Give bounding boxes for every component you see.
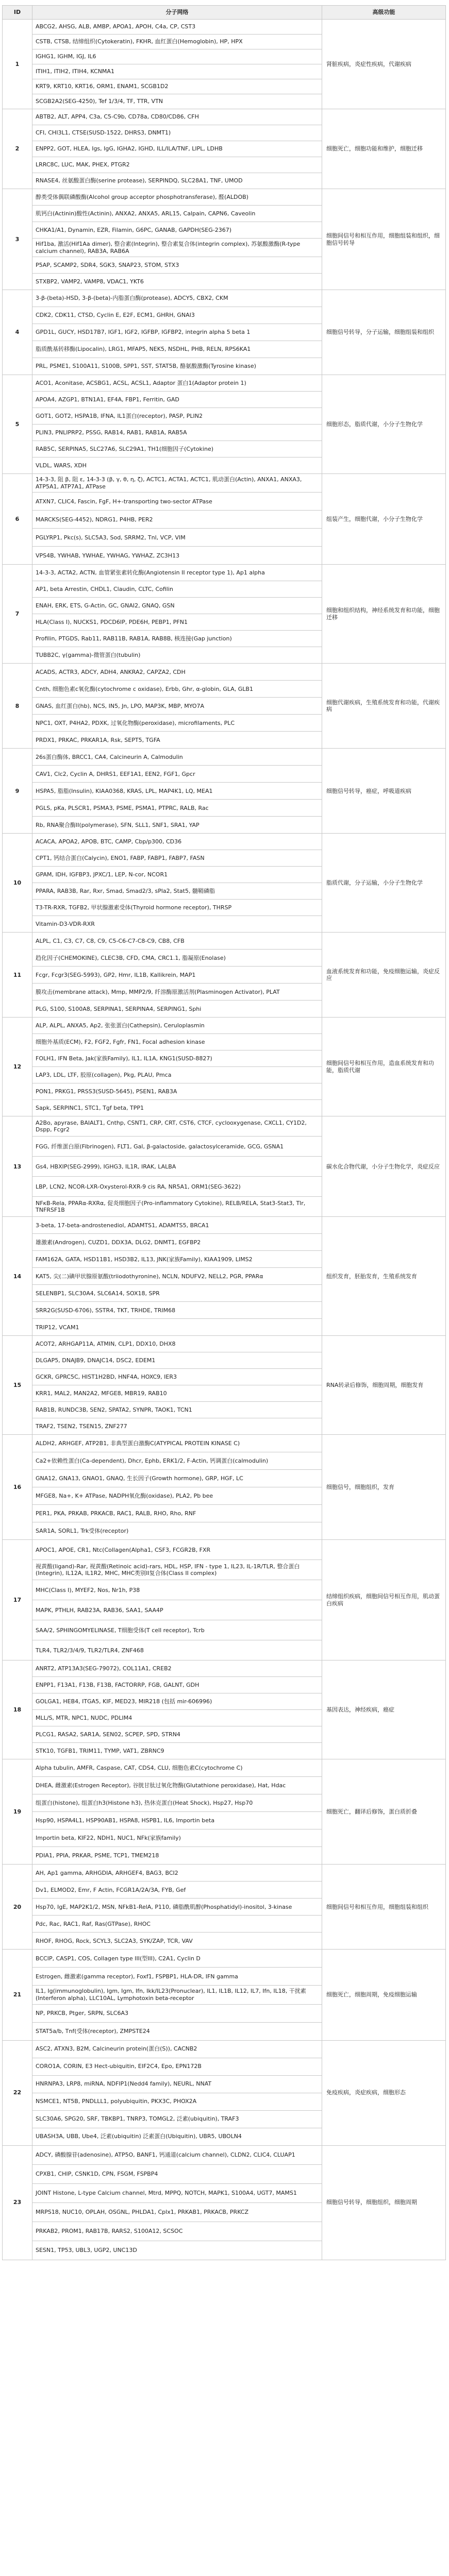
network-cell: ANRT2, ATP13A3(SEG-79072), COL11A1, CREB2 bbox=[32, 1660, 322, 1677]
network-cell: TRIP12, VCAM1 bbox=[32, 1319, 322, 1336]
table-row bbox=[3, 474, 446, 493]
network-cell: DLGAP5, DNAJB9, DNAJC14, DSC2, EDEM1 bbox=[32, 1352, 322, 1369]
network-cell: CPXB1, CHIP, CSNK1D, CPN, FSGM, FSPBP4 bbox=[32, 2164, 322, 2183]
row-id: 23 bbox=[3, 2145, 32, 2260]
network-cell: PLCG1, RASA2, SAR1A, SEN02, SCPEP, SPD, STRN4 bbox=[32, 1726, 322, 1743]
function-cell: 组织发育，胚胎发育，生殖系统发育 bbox=[322, 1217, 446, 1336]
table-row bbox=[3, 109, 446, 125]
header-network: 分子网络 bbox=[32, 6, 322, 20]
row-id: 2 bbox=[3, 109, 32, 189]
network-cell: PLIN3, PNLIPRP2, PSSG, RAB14, RAB1, RAB1A, RAB5A bbox=[32, 425, 322, 441]
table-row bbox=[3, 1660, 446, 1677]
network-cell: PRDX1, PRKAC, PRKAR1A, Rsk, SEPT5, TGFA bbox=[32, 732, 322, 749]
network-cell: NP, PRKCB, Ptger, SRPN, SLC6A3 bbox=[32, 2004, 322, 2022]
network-cell: HLA(Class I), NUCKS1, PDCD6IP, PDE6H, PEBP1, PFN1 bbox=[32, 614, 322, 631]
network-cell: ATXN7, CLIC4, Fascin, FgF, H+-transporting two-sector ATPase bbox=[32, 493, 322, 511]
function-cell: 细胞间信号和相互作用，造血系统发育和功能，脂质代谢 bbox=[322, 1018, 446, 1116]
network-cell: 膜攻击(membrane attack), Mmp, MMP2/9, 纤溶酶原激活剂(Plasminogen Activator), PLAT bbox=[32, 984, 322, 1001]
network-cell: SAA/2, SPHINGOMYELINASE, T细胞受体(T cell receptor), Tcrb bbox=[32, 1620, 322, 1640]
network-cell: KRR1, MAL2, MAN2A2, MFGE8, MBR19, RAB10 bbox=[32, 1385, 322, 1402]
network-cell: ALP, ALPL, ANXA5, Ap2, 张张蛋白(Cathepsin), Ceruloplasmin bbox=[32, 1018, 322, 1034]
table-body bbox=[3, 20, 446, 2260]
function-cell: 血液系统发育和功能，免疫细胞运输，炎症反应 bbox=[322, 933, 446, 1018]
network-cell: NPC1, OXT, P4HA2, PDXK, 过氧化物酶(peroxidase), microfilaments, PLC bbox=[32, 715, 322, 732]
network-cell: PER1, PKA, PRKAB, PRKACB, RAC1, RALB, RHO, Rho, RNF bbox=[32, 1505, 322, 1522]
row-id: 9 bbox=[3, 749, 32, 834]
function-cell: 细胞死亡，细胞周期，免疫细胞运输 bbox=[322, 1950, 446, 2040]
network-cell: Cnth, 细胞色素c氧化酶(cytochrome c oxidase), Erbb, Ghr, α-globin, GLA, GLB1 bbox=[32, 681, 322, 698]
network-cell: VPS4B, YWHAB, YWHAE, YWHAG, YWHAZ, ZC3H13 bbox=[32, 547, 322, 565]
network-cell: GNA12, GNA13, GNAO1, GNAQ, 生长因子(Growth hormone), GRP, HGF, LC bbox=[32, 1470, 322, 1487]
network-cell: CPT1, 钙结合蛋白(Calycin), ENO1, FABP, FABP1, FABP7, FASN bbox=[32, 850, 322, 867]
network-cell: HSPA5, 脂脂(Insulin), KIAA0368, KRAS, LPL, MAP4K1, LQ, MEA1 bbox=[32, 783, 322, 800]
function-cell: 细胞信号转导，分子运输，细胞组装和组织 bbox=[322, 290, 446, 375]
function-cell: 组装产生，细胞代谢，小分子生物化学 bbox=[322, 474, 446, 565]
network-cell: 细胞外基质(ECM), F2, FGF2, Fgfr, FN1, Focal adhesion kinase bbox=[32, 1034, 322, 1050]
network-cell: Pdc, Rac, RAC1, Raf, Ras(GTPase), RHOC bbox=[32, 1916, 322, 1933]
function-cell: 基因表达，神经疾病，癌症 bbox=[322, 1660, 446, 1759]
network-cell: PDIA1, PPIA, PRKAR, PSME, TCP1, TMEM218 bbox=[32, 1847, 322, 1865]
network-cell: IGHG1, IGHM, IGJ, IL6 bbox=[32, 49, 322, 64]
network-cell: VLDL, WARS, XDH bbox=[32, 457, 322, 474]
function-cell: 细胞信号，细胞组织，发育 bbox=[322, 1435, 446, 1540]
network-cell: P5AP, SCAMP2, SDR4, SGK3, SNAP23, STOM, STX3 bbox=[32, 257, 322, 274]
network-cell: Ca2+依赖性蛋白(Ca-dependent), Dhcr, Ephb, ERK1/2, F-Actin, 钙调蛋白(calmodulin) bbox=[32, 1452, 322, 1470]
function-cell: 细胞代谢疾病，生殖系统发育和功能，代谢疾病 bbox=[322, 664, 446, 749]
row-id: 4 bbox=[3, 290, 32, 375]
network-cell: Rb, RNA聚合酶II(polymerase), SFN, SLL1, SNF1, SRA1, YAP bbox=[32, 817, 322, 834]
network-cell: MARCKS(SEG-4452), NDRG1, P4HB, PER2 bbox=[32, 511, 322, 529]
network-cell: UBASH3A, UBB, Ube4, 泛素(ubiquitin) 泛素蛋白(Ubiquitin), UBR5, UBOLN4 bbox=[32, 2128, 322, 2145]
row-id: 22 bbox=[3, 2040, 32, 2145]
network-cell: CDK2, CDK11, CTSD, Cyclin E, E2F, ECM1, GHRH, GNAI3 bbox=[32, 307, 322, 324]
network-cell: Estrogen, 雌激素(gamma receptor), Foxf1, FSPBP1, HLA-DR, IFN gamma bbox=[32, 1968, 322, 1986]
network-cell: MLL/S, MTR, NPC1, NUDC, PDLIM4 bbox=[32, 1710, 322, 1726]
network-cell: RNASE4, 丝氨酸蛋白酶(serine protease), SERPINDQ, SLC28A1, TNF, UMOD bbox=[32, 173, 322, 189]
network-cell: ITIH1, ITIH2, ITIH4, KCNMA1 bbox=[32, 64, 322, 79]
molecular-network-table bbox=[2, 5, 446, 2260]
table-row bbox=[3, 933, 446, 950]
function-cell: 细胞间信号和相互作用，细胞组装和组织 bbox=[322, 1865, 446, 1950]
network-cell: LBP, LCN2, NCOR-LXR-Oxysterol-RXR-9 cis RA, NR5A1, ORM1(SEG-3622) bbox=[32, 1177, 322, 1197]
network-cell: FOLH1, IFN Beta, Jak(家族Family), IL1, IL1A, KNG1(SUSD-8827) bbox=[32, 1050, 322, 1067]
network-cell: ACO1, Aconitase, ACSBG1, ACSL, ACSL1, Adaptor 蛋白1(Adaptor protein 1) bbox=[32, 375, 322, 392]
network-cell: IL1, Ig(immunoglobulin), Igm, Igm, Ifn, Ikk/IL23(Pronuclear), IL1, IL1B, IL12, IL7, Ifn, IL18, 干扰素(Interferon alpha), LLC10AL, Lymphotoxin beta-receptor bbox=[32, 1986, 322, 2004]
network-cell: GCKR, GPRC5C, HIST1H2BD, HNF4A, HOXC9, IER3 bbox=[32, 1369, 322, 1385]
network-cell: GNAS, 血红蛋白(hb), NCS, IN5, Jn, LPO, MAP3K, MBP, MYO7A bbox=[32, 698, 322, 715]
function-cell: 肾脏疾病，炎症性疾病，代谢疾病 bbox=[322, 20, 446, 109]
table-row bbox=[3, 2145, 446, 2164]
function-cell: 免疫疾病，炎症疾病，细胞形态 bbox=[322, 2040, 446, 2145]
network-cell: 3-beta, 17-beta-androstenediol, ADAMTS1, ADAMTS5, BRCA1 bbox=[32, 1217, 322, 1234]
row-id: 21 bbox=[3, 1950, 32, 2040]
network-cell: ADCY, 磷酸腺苷(adenosine), ATP5O, BANF1, 钙通道(calcium channel), CLDN2, CLIC4, CLUAP1 bbox=[32, 2145, 322, 2164]
table-row bbox=[3, 375, 446, 392]
network-cell: PPARA, RAB3B, Rar, Rxr, Smad, Smad2/3, sPla2, Stat5, 髓鞘磷脂 bbox=[32, 883, 322, 900]
function-cell: RNA转录后修饰，细胞周期，细胞发育 bbox=[322, 1336, 446, 1435]
table-row bbox=[3, 290, 446, 307]
network-cell: GPD1L, GUCY, HSD17B7, IGF1, IGF2, IGFBP, IGFBP2, integrin alpha 5 beta 1 bbox=[32, 324, 322, 341]
function-cell: 细胞信号转导，癌症，呼吸道疾病 bbox=[322, 749, 446, 834]
row-id: 6 bbox=[3, 474, 32, 565]
function-cell: 细胞间信号和相互作用，细胞组装和组织，细胞信号转导 bbox=[322, 189, 446, 290]
function-cell: 细胞和组织结构，神经系统发育和功能，细胞迁移 bbox=[322, 565, 446, 664]
network-cell: SAR1A, SORL1, Trk受体(receptor) bbox=[32, 1522, 322, 1540]
network-cell: APOC1, APOE, CR1, Ntc(Collagen(Alpha1, CSF3, FCGR2B, FXR bbox=[32, 1540, 322, 1560]
function-cell: 细胞死亡，翻译后修饰，蛋白质折叠 bbox=[322, 1759, 446, 1865]
row-id: 7 bbox=[3, 565, 32, 664]
network-cell: APOA4, AZGP1, BTN1A1, EF4A, FBP1, Ferritin, GAD bbox=[32, 392, 322, 408]
network-cell: T3-TR-RXR, TGFB2, 甲状腺激素受体(Thyroid hormone receptor), THRSP bbox=[32, 900, 322, 916]
network-cell: STXBP2, VAMP2, VAMP8, VDAC1, YKT6 bbox=[32, 274, 322, 290]
row-id: 20 bbox=[3, 1865, 32, 1950]
table-row bbox=[3, 1865, 446, 1882]
network-cell: PRL, PSME1, S100A11, S100B, SPP1, SST, STAT5B, 酪氨酸激酶(Tyrosine kinase) bbox=[32, 358, 322, 375]
network-cell: Importin beta, KIF22, NDH1, NUC1, NFk(家族family) bbox=[32, 1829, 322, 1847]
network-cell: SELENBP1, SLC30A4, SLC6A14, SOX18, SPR bbox=[32, 1285, 322, 1302]
network-cell: PON1, PRKG1, PRSS3(SUSD-5645), PSEN1, RAB3A bbox=[32, 1083, 322, 1100]
table-row bbox=[3, 565, 446, 581]
network-cell: A2Bo, apyrase, BAIALT1, Cnthp, CSNT1, CRP, CRT, CST6, CTCF, cyclooxygenase, CXCL1, CY1D2, Dspp, Fcgr2 bbox=[32, 1116, 322, 1137]
network-cell: 26s蛋白酶体, BRCC1, CA4, Calcineurin A, Calmodulin bbox=[32, 749, 322, 766]
network-cell: 14-3-3, ACTA2, ACTN, 血管紧张素转化酶(Angiotensin II receptor type 1), Ap1 alpha bbox=[32, 565, 322, 581]
row-id: 1 bbox=[3, 20, 32, 109]
network-cell: SESN1, TP53, UBL3, UGP2, UNC13D bbox=[32, 2241, 322, 2260]
network-cell: CSTB, CTSB, 结缔组织(Cytokeratin), FKHR, 血红蛋白(Hemoglobin), HP, HPX bbox=[32, 35, 322, 49]
network-cell: 醇类受体偶联磷酸酶(Alcohol group acceptor phosphotransferase), 醛(ALDOB) bbox=[32, 189, 322, 206]
network-cell: 趋化因子(CHEMOKINE), CLEC3B, CFD, CMA, CRC1.1, 脂凝原(Enolase) bbox=[32, 950, 322, 967]
row-id: 5 bbox=[3, 375, 32, 474]
table-row bbox=[3, 2040, 446, 2058]
network-cell: NFκB-Rela, PPARα-RXRα, 促炎细胞因子(Pro-inflammatory Cytokine), RELB/RELA, Stat3-Stat3, Tlr, TNFRSF1B bbox=[32, 1197, 322, 1217]
network-cell: TUBB2C, γ(gamma)-微管蛋白(tubulin) bbox=[32, 647, 322, 664]
network-cell: ABTB2, ALT, APP4, C3a, C5-C9b, CD78a, CD80/CD86, CFH bbox=[32, 109, 322, 125]
network-cell: AH, Ap1 gamma, ARHGDIA, ARHGEF4, BAG3, BCI2 bbox=[32, 1865, 322, 1882]
network-cell: DHEA, 雌激素(Estrogen Receptor), 谷胱甘肽过氧化物酶(Glutathione peroxidase), Hat, Hdac bbox=[32, 1777, 322, 1794]
network-cell: STAT5a/b, Tnf(受体(receptor), ZMPSTE24 bbox=[32, 2022, 322, 2040]
row-id: 11 bbox=[3, 933, 32, 1018]
network-cell: Dv1, ELMOD2, Emr, F Actin, FCGR1A/2A/3A, FYB, Gef bbox=[32, 1882, 322, 1899]
network-cell: CHKA1/A1, Dynamin, EZR, Filamin, G6PC, GANAB, GAPDH(SEG-2367) bbox=[32, 222, 322, 239]
row-id: 10 bbox=[3, 834, 32, 933]
network-cell: ACADS, ACTR3, ADCY, ADH4, ANKRA2, CAPZA2, CDH bbox=[32, 664, 322, 681]
network-cell: AP1, beta Arrestin, CHDL1, Claudin, CLTC, Cofilin bbox=[32, 581, 322, 598]
network-cell: Vitamin-D3-VDR-RXR bbox=[32, 916, 322, 933]
row-id: 3 bbox=[3, 189, 32, 290]
network-cell: CAV1, Clc2, Cyclin A, DHRS1, EEF1A1, EEN2, FGF1, Gpcr bbox=[32, 766, 322, 783]
network-cell: Hsp90, HSPA4L1, HSP90AB1, HSPA8, HSPB1, IL6, Importin beta bbox=[32, 1812, 322, 1829]
network-cell: TLR4, TLR2/3/4/9, TLR2/TLR4, ZNF468 bbox=[32, 1640, 322, 1660]
network-cell: LRRC8C, LUC, MAK, PHEX, PTGR2 bbox=[32, 157, 322, 173]
table-row bbox=[3, 1759, 446, 1777]
network-cell: PRKAB2, PROM1, RAB17B, RARS2, S100A12, SCSOC bbox=[32, 2222, 322, 2241]
table-row bbox=[3, 1018, 446, 1034]
network-cell: ENPP1, F13A1, F13B, F13B, FACTORRP, FGB, GALNT, GDH bbox=[32, 1677, 322, 1693]
row-id: 19 bbox=[3, 1759, 32, 1865]
network-cell: MAPK, PTHLH, RAB23A, RAB36, SAA1, SAA4P bbox=[32, 1600, 322, 1620]
row-id: 14 bbox=[3, 1217, 32, 1336]
network-cell: ACOT2, ARHGAP11A, ATMIN, CLP1, DDX10, DHX8 bbox=[32, 1336, 322, 1352]
network-cell: ABCG2, AHSG, ALB, AMBP, APOA1, APOH, C4a, CP, CST3 bbox=[32, 20, 322, 35]
network-cell: PGLS, pKa, PLSCR1, PSMA3, PSME, PSMA1, PTPRC, RALB, Rac bbox=[32, 800, 322, 817]
network-cell: SLC30A6, SPG20, SRF, TBKBP1, TNRP3, TOMGL2, 泛素(ubiquitin), TRAF3 bbox=[32, 2110, 322, 2128]
network-cell: ALPL, C1, C3, C7, C8, C9, C5-C6-C7-C8-C9, CB8, CFB bbox=[32, 933, 322, 950]
table-row bbox=[3, 664, 446, 681]
network-cell: ENPP2, GOT, HLEA, Igs, IgG, IGHA2, IGHD, ILL/ILA/TNF, LIPL, LDHB bbox=[32, 141, 322, 157]
table-row bbox=[3, 1950, 446, 1968]
network-cell: NSMCE1, NT5B, PNDLLL1, polyubiquitin, PKX3C, PHOX2A bbox=[32, 2093, 322, 2110]
network-cell: Gs4, HBXIP(SEG-2999), IGHG3, IL1R, IRAK, LALBA bbox=[32, 1157, 322, 1177]
row-id: 8 bbox=[3, 664, 32, 749]
function-cell: 细胞形态，脂质代谢，小分子生物化学 bbox=[322, 375, 446, 474]
table-row bbox=[3, 1116, 446, 1137]
network-cell: MRPS18, NUC10, OPLAH, OSGNL, PHLDA1, Cplx1, PRKAB1, PRKACB, PRKCZ bbox=[32, 2202, 322, 2222]
network-cell: Hif1ba, 激活(Hif1Aa dimer), 整合素(Integrin), 整合素复合体(integrin complex), 苏氨酸激酶(R-type calcium channel), RAB3A, RAB6A bbox=[32, 239, 322, 257]
network-cell: 雄激素(Androgen), CUZD1, DDX3A, DLG2, DNMT1, EGFBP2 bbox=[32, 1234, 322, 1251]
network-cell: PLG, S100, S100A8, SERPINA1, SERPINA4, SERPING1, Sphi bbox=[32, 1001, 322, 1018]
network-cell: 视黄酸(ligand)-Rar, 视黄酸(Retinoic acid)-rars, HDL, HSP, IFN - type 1, IL23, IL-1R/TLR, 整合蛋白(Integrin), IL12A, IL1R2, MHC, MHC类别II复合体(Class II complex) bbox=[32, 1560, 322, 1580]
network-cell: PGLYRP1, Pkc(s), SLC5A3, Sod, SRRM2, Tnl, VCP, VIM bbox=[32, 529, 322, 547]
row-id: 16 bbox=[3, 1435, 32, 1540]
network-cell: Sapk, SERPINC1, STC1, Tgf beta, TPP1 bbox=[32, 1100, 322, 1116]
function-cell: 结缔组织疾病，细胞间信号相互作用，肌动蛋白疾病 bbox=[322, 1540, 446, 1660]
table-row bbox=[3, 834, 446, 850]
network-cell: CORO1A, CORIN, E3 Hect-ubiquitin, EIF2C4, Epo, EPN172B bbox=[32, 2058, 322, 2075]
network-cell: ALDH2, ARHGEF, ATP2B1, 非典型蛋白激酶C(ATYPICAL PROTEIN KINASE C) bbox=[32, 1435, 322, 1452]
network-cell: KAT5, 尖(二)碘甲状腺原氨酸(triiodothyronine), NCLN, NDUFV2, NELL2, PGR, PPARα bbox=[32, 1268, 322, 1285]
network-cell: GOLGA1, HEB4, ITGA5, KIF, MED23, MIR218 (包括 mir-606996) bbox=[32, 1693, 322, 1710]
network-cell: GOT1, GOT2, HSPA1B, IFNA, IL1蛋白(receptor), PASP, PLIN2 bbox=[32, 408, 322, 425]
table-row bbox=[3, 1540, 446, 1560]
network-cell: SCGB2A2(SEG-4250), Tef 1/3/4, TF, TTR, VTN bbox=[32, 94, 322, 109]
network-cell: Alpha tubulin, AMFR, Caspase, CAT, CDS4, CLU, 细胞色素C(cytochrome C) bbox=[32, 1759, 322, 1777]
network-cell: Hsp70, IgE, MAP2K1/2, MSN, NFkB1-RelA, P110, 磷脂酰肌醇(Phosphatidyl)-inositol, 3-kinase bbox=[32, 1899, 322, 1916]
network-cell: CFI, CHI3L1, CTSE(SUSD-1522, DHRS3, DNMT1) bbox=[32, 125, 322, 141]
network-cell: MHC(Class I), MYEF2, Nos, Nr1h, P38 bbox=[32, 1580, 322, 1600]
function-cell: 细胞信号转导，细胞组织，细胞周期 bbox=[322, 2145, 446, 2260]
row-id: 18 bbox=[3, 1660, 32, 1759]
network-cell: TRAF2, TSEN2, TSEN15, ZNF277 bbox=[32, 1418, 322, 1435]
row-id: 12 bbox=[3, 1018, 32, 1116]
function-cell: 碳水化合物代谢，小分子生物化学，炎症反应 bbox=[322, 1116, 446, 1217]
table-header-row bbox=[3, 6, 446, 20]
table-row bbox=[3, 749, 446, 766]
network-cell: SRR2G(SUSD-6706), SSTR4, TKT, TRHDE, TRIM68 bbox=[32, 1302, 322, 1319]
network-cell: 组蛋白(histone), 组蛋白h3(Histone h3), 热休克蛋白(Heat Shock), Hsp27, Hsp70 bbox=[32, 1794, 322, 1812]
network-cell: RHOF, RHOG, Rock, SCYL3, SLC2A3, SYK/ZAP, TCR, VAV bbox=[32, 1933, 322, 1950]
network-cell: 3-β-(beta)-HSD, 3-β-(beta)-内脂蛋白酶(protease), ADCY5, CBX2, CKM bbox=[32, 290, 322, 307]
network-cell: FAM162A, GATA, HSD11B1, HSD3B2, IL13, JNK(家族Family), KIAA1909, LIMS2 bbox=[32, 1251, 322, 1268]
row-id: 17 bbox=[3, 1540, 32, 1660]
network-cell: Profilin, PTGDS, Rab11, RAB11B, RAB1A, RAB8B, 核连接(Gap junction) bbox=[32, 631, 322, 647]
network-cell: BCCIP, CASP1, COS, Collagen type III(型III), C2A1, Cyclin D bbox=[32, 1950, 322, 1968]
network-cell: Fcgr, Fcgr3(SEG-5993), GP2, Hmr, IL1B, Kallikrein, MAP1 bbox=[32, 967, 322, 984]
row-id: 15 bbox=[3, 1336, 32, 1435]
network-cell: ACACA, APOA2, APOB, BTC, CAMP, Cbp/p300, CD36 bbox=[32, 834, 322, 850]
table-row bbox=[3, 1435, 446, 1452]
table-row bbox=[3, 1336, 446, 1352]
network-cell: FGG, 纤维蛋白原(Fibrinogen), FLT1, Gal, β-galactoside, galactosylceramide, GCG, GSNA1 bbox=[32, 1137, 322, 1157]
network-cell: 肌钙白(Actinin)酸性(Actinin), ANXA2, ANXA5, ARL15, Calpain, CAPN6, Caveolin bbox=[32, 206, 322, 222]
network-cell: KRT9, KRT10, KRT16, ORM1, ENAM1, SCGB1D2 bbox=[32, 79, 322, 94]
network-cell: RAB1B, RUNDC3B, SEN2, SPATA2, SYNPR, TAOK1, TCN1 bbox=[32, 1402, 322, 1418]
table-row bbox=[3, 1217, 446, 1234]
header-function: 高级功能 bbox=[322, 6, 446, 20]
network-cell: 脂质酰基转移酶(Lipocalin), LRG1, MFAP5, NEK5, NSDHL, PHB, RELN, RPS6KA1 bbox=[32, 341, 322, 358]
network-cell: MFGE8, Na+, K+ ATPase, NADPH氧化酶(oxidase), PLA2, Pb bee bbox=[32, 1487, 322, 1505]
network-cell: LAP3, LDL, LTF, 胶原(collagen), Pkg, PLAU, Pmca bbox=[32, 1067, 322, 1083]
network-cell: ASC2, ATXN3, B2M, Calcineurin protein(蛋白(S)), CACNB2 bbox=[32, 2040, 322, 2058]
row-id: 13 bbox=[3, 1116, 32, 1217]
table-row bbox=[3, 20, 446, 35]
network-cell: STK10, TGFB1, TRIM11, TYMP, VAT1, ZBRNC9 bbox=[32, 1743, 322, 1759]
function-cell: 脂质代谢，分子运输，小分子生物化学 bbox=[322, 834, 446, 933]
network-cell: RAB5C, SERPINA5, SLC27A6, SLC29A1, TH1(细胞因子(Cytokine) bbox=[32, 441, 322, 457]
network-cell: 14-3-3, 阻 β, 阻 ε, 14-3-3 (β, γ, θ, η, ζ), ACTC1, ACTA1, ACTC1, 肌动蛋白(Actin), ANXA1, ANXA3, ATP5A1, ATP7A1, ATPase bbox=[32, 474, 322, 493]
function-cell: 细胞死亡，细胞功能和维护，细胞迁移 bbox=[322, 109, 446, 189]
header-id: ID bbox=[3, 6, 32, 20]
network-cell: ENAH, ERK, ETS, G-Actin, GC, GNAI2, GNAQ, GSN bbox=[32, 598, 322, 614]
network-cell: GPAM, IDH, IGFBP3, JPXC/1, LEP, N-cor, NCOR1 bbox=[32, 867, 322, 883]
table-row bbox=[3, 189, 446, 206]
network-cell: HNRNPA3, LRP8, miRNA, NDFIP1(Nedd4 family), NEURL, NNAT bbox=[32, 2075, 322, 2093]
network-cell: JOINT Histone, L-type Calcium channel, Mtrd, MPPQ, NOTCH, MAPK1, S100A4, UGT7, MAMS1 bbox=[32, 2183, 322, 2202]
